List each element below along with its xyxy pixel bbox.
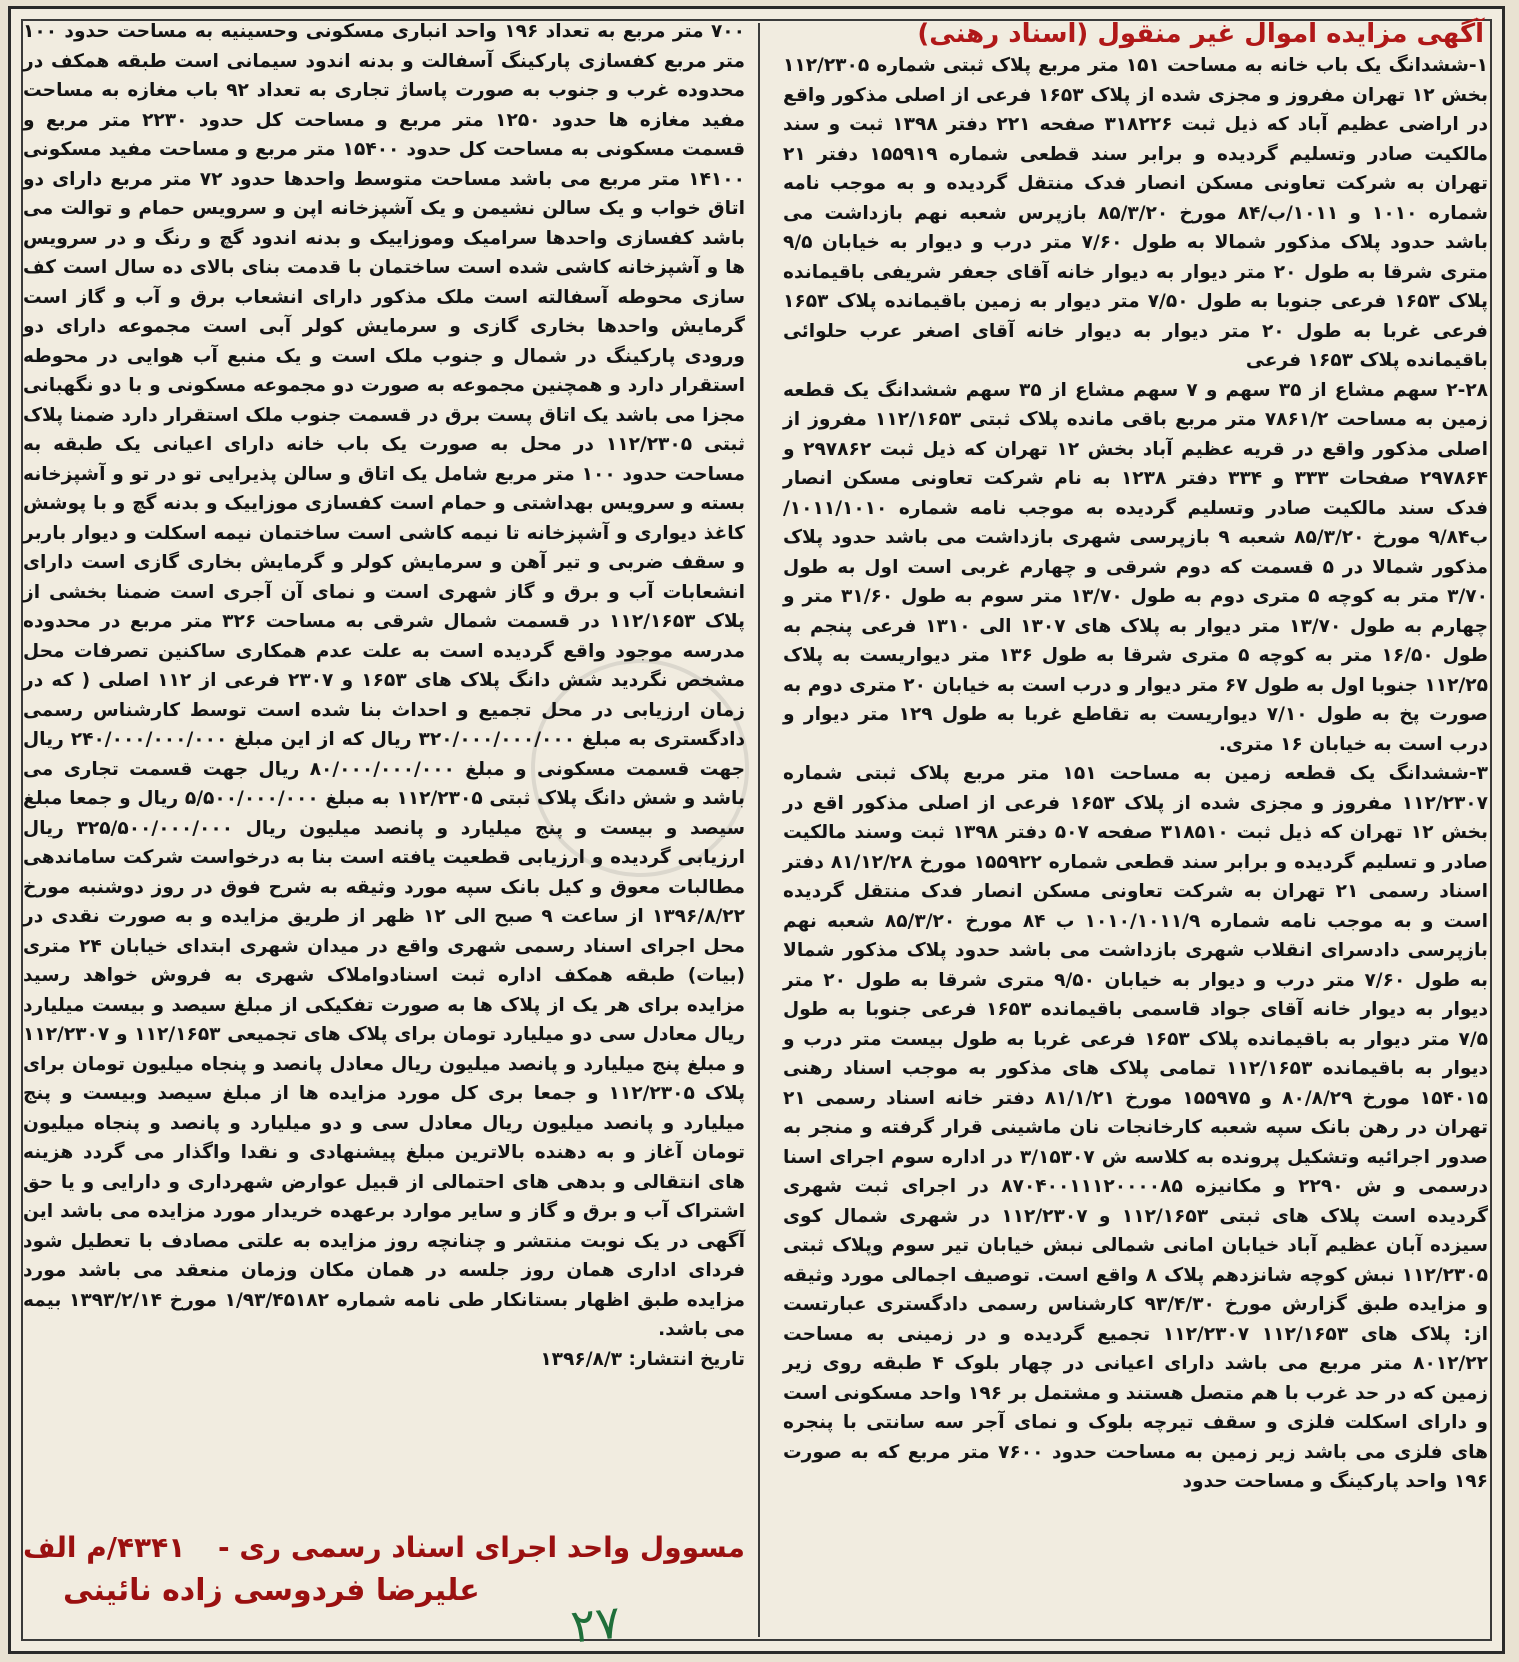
- paragraph-item-2: ۲-۲۸ سهم مشاع از ۳۵ سهم و ۷ سهم مشاع از ۳۵ سهم ششدانگ یک قطعه زمین به مساحت ۷۸۶۱/۲ متر مربع باقی مانده پلاک ثبتی ۱۱۲/۱۶۵۳ مفروز از اصلی مذکور واقع در قریه عظیم آباد بخش ۱۲ تهران که ذیل ثبت ۲۹۷۸۶۲ و ۲۹۷۸۶۴ صفحات ۳۳۳ و ۳۳۴ دفتر ۱۲۳۸ به نام شرکت تعاونی مسکن انصار فدک سند مالکیت صادر وتسلیم گردیده به موجب نامه شماره ۱۰۱۱/۱۰۱۰/ب۹/۸۴ مورخ ۸۵/۳/۲۰ شعبه ۹ بازپرسی شهری بازداشت می باشد حدود پلاک مذکور شمالا در ۵ قسمت که دوم شرقی و چهارم غربی است اول به طول ۳/۷۰ متر به کوچه ۵ متری دوم به طول ۱۳/۷۰ متر سوم به طول ۳۱/۶۰ متر و چهارم به طول ۱۳/۷۰ متر دیوار به پلاک های ۱۳۰۷ الی ۱۳۱۰ فرعی پنجم به طول ۱۶/۵۰ متر به کوچه ۵ متری شرقا به طول ۱۳۶ متر دیواریست به پلاک ۱۱۲/۲۵ جنوبا اول به طول ۶۷ متر دیوار و درب است به خیابان ۲۰ متری دوم به صورت پخ به طول ۷/۱۰ دیواریست به تقاطع غربا به طول ۱۲۹ متر دیوار و درب است به خیابان ۱۶ متری.: [783, 379, 1489, 755]
- right-column: [783, 17, 1488, 1497]
- office-title: مسوول واحد اجرای اسناد رسمی ری -: [218, 1531, 745, 1564]
- newspaper-clipping: [8, 6, 1505, 1654]
- publish-date: تاریخ انتشار: ۱۳۹۶/۸/۳: [540, 1348, 745, 1370]
- paragraph-item-3: ۳-ششدانگ یک قطعه زمین به مساحت ۱۵۱ متر مربع پلاک ثبتی شماره ۱۱۲/۲۳۰۷ مفروز و مجزی شده از پلاک ۱۶۵۳ فرعی از اصلی مذکور اقع در بخش ۱۲ تهران که ذیل ثبت ۳۱۸۵۱۰ صفحه ۵۰۷ دفتر ۱۳۹۸ ثبت وسند مالکیت صادر و تسلیم گردیده و برابر سند قطعی شماره ۱۵۵۹۲۲ مورخ ۸۱/۱۲/۲۸ دفتر اسناد رسمی ۲۱ تهران به شرکت تعاونی مسکن انصار فدک منتقل گردیده است و به موجب نامه شماره ۱۰۱۰/۱۰۱۱/۹ ب ۸۴ مورخ ۸۵/۳/۲۰ شعبه نهم بازپرسی دادسرای انقلاب شهری بازداشت می باشد حدود پلاک مذکور شمالا به طول ۷/۶۰ متر درب و دیوار به خیابان ۹/۵۰ متری شرقا به طول ۲۰ متر دیوار به دیوار خانه آقای جواد قاسمی باقیمانده ۱۶۵۳ فرعی جنوبا به طول ۷/۵ متر دیوار به باقیمانده پلاک ۱۶۵۳ فرعی غربا به طول بیست متر درب و دیوار به باقیمانده ۱۱۲/۱۶۵۳ تمامی پلاک های مذکور به موجب اسناد رهنی ۱۵۴۰۱۵ مورخ ۸۰/۸/۲۹ و ۱۵۵۹۷۵ مورخ ۸۱/۱/۲۱ دفتر خانه اسناد رسمی ۲۱ تهران در رهن بانک سپه شعبه کارخانجات نان ماشینی قرار گرفته و منجر به صدور اجرائیه وتشکیل پرونده به کلاسه ش ۳/۱۵۳۰۷ در اداره سوم اجرای اسنا درسمی و ش ۲۲۹۰ و مکانیزه ۸۷۰۴۰۰۱۱۱۲۰۰۰۰۸۵ در اجرای ثبت شهری گردیده است پلاک های ثبتی ۱۱۲/۱۶۵۳ و ۱۱۲/۲۳۰۷ در شهری شمال کوی سیزده آبان عظیم آباد خیابان امانی شمالی نبش خیابان تیر سوم وپلاک ثبتی ۱۱۲/۲۳۰۵ نبش کوچه شانزدهم پلاک ۸ واقع است. توصیف اجمالی مورد وثیقه و مزایده طبق گزارش مورخ ۹۳/۴/۳۰ کارشناس رسمی دادگستری عبارتست از: پلاک های ۱۱۲/۱۶۵۳ ۱۱۲/۲۳۰۷ تجمیع گردیده و در زمینی به مساحت ۸۰۱۲/۲۲ متر مربع می باشد دارای اعیانی در چهار بلوک ۴ طبقه روی زیر زمین که در حد غرب با هم متصل هستند و مشتمل بر ۱۹۶ واحد مسکونی است و دارای اسکلت فلزی و سقف تیرچه بلوک و نمای آجر سه سانتی با پنجره های فلزی می باشد زیر زمین به مساحت حدود ۷۶۰۰ متر مربع که به صورت ۱۹۶ واحد پارکینگ و مساحت حدود: [783, 763, 1489, 1492]
- handwritten-mark: ۲۷: [568, 1594, 624, 1654]
- footer-signature: [23, 1527, 745, 1613]
- notice-title: آگهی مزایده اموال غیر منقول (اسناد رهنی): [917, 19, 1484, 49]
- notice-code: ۴۳۴۱/م الف: [23, 1531, 186, 1564]
- left-column: [23, 17, 745, 1374]
- paragraph-item-1: ۱-ششدانگ یک باب خانه به مساحت ۱۵۱ متر مربع پلاک ثبتی شماره ۱۱۲/۲۳۰۵ بخش ۱۲ تهران مفروز و مجزی شده از پلاک ۱۶۵۳ فرعی از اصلی مذکور واقع در اراضی عظیم آباد که ذیل ثبت ۳۱۸۲۲۶ صفحه ۲۲۱ دفتر ۱۳۹۸ ثبت و سند مالکیت صادر وتسلیم گردیده و برابر سند قطعی شماره ۱۵۵۹۱۹ دفتر ۲۱ تهران به شرکت تعاونی مسکن انصار فدک منتقل گردیده و به موجب نامه شماره ۱۰۱۰ و ۱۰۱۱/ب/۸۴ مورخ ۸۵/۳/۲۰ بازپرس شعبه نهم بازداشت می باشد حدود پلاک مذکور شمالا به طول ۷/۶۰ متر درب و دیوار به خیابان ۹/۵ متری شرقا به طول ۲۰ متر دیوار به دیوار خانه آقای جعفر شریفی باقیمانده پلاک ۱۶۵۳ فرعی جنوبا به طول ۷/۵۰ متر دیوار به زمین باقیمانده پلاک ۱۶۵۳ فرعی غربا به طول ۲۰ متر دیوار به دیوار خانه آقای اصغر عرب حلوائی باقیمانده پلاک ۱۶۵۳ فرعی: [783, 55, 1489, 371]
- signer-name: علیرضا فردوسی زاده نائینی: [63, 1573, 480, 1608]
- paragraph-continuation: ۷۰۰ متر مربع به تعداد ۱۹۶ واحد انباری مسکونی وحسینیه به مساحت حدود ۱۰۰ متر مربع کفسازی پارکینگ آسفالت و بدنه اندود سیمانی است طبقه همکف در محدوده غرب و جنوب به صورت پاساژ تجاری به تعداد ۹۲ باب مغازه به مساحت مفید مغازه ها حدود ۱۲۵۰ متر مربع و مساحت کل حدود ۲۲۳۰ متر مربع و قسمت مسکونی به مساحت کل حدود ۱۵۴۰۰ متر مربع و مساحت مفید مسکونی ۱۴۱۰۰ متر مربع می باشد مساحت متوسط واحدها حدود ۷۲ متر مربع دارای دو اتاق خواب و یک سالن نشیمن و یک آشپزخانه اپن و سرویس حمام و توالت می باشد کفسازی واحدها سرامیک وموزاییک و بدنه اندود گچ و رنگ و در سرویس ها و آشپزخانه کاشی شده است ساختمان با قدمت بنای بالای ده سال است کف سازی محوطه آسفالته است ملک مذکور دارای انشعاب برق و آب و گاز است گرمایش واحدها بخاری گازی و سرمایش کولر آبی است مجموعه دارای دو ورودی پارکینگ در شمال و جنوب ملک است و یک منبع آب هوایی در محوطه استقرار دارد و همچنین مجموعه به صورت دو مجموعه مسکونی و با دو نگهبانی مجزا می باشد یک اتاق پست برق در قسمت جنوب ملک استقرار دارد ضمنا پلاک ثبتی ۱۱۲/۲۳۰۵ در محل به صورت یک باب خانه دارای اعیانی یک طبقه به مساحت حدود ۱۰۰ متر مربع شامل یک اتاق و سالن پذیرایی تو در تو و آشپزخانه بسته و سرویس بهداشتی و حمام است کفسازی موزاییک و بدنه گچ و با پوشش کاغذ دیواری و آشپزخانه تا نیمه کاشی است ساختمان نیمه اسکلت و دیوار باربر و سقف ضربی و تیر آهن و سرمایش کولر و گرمایش بخاری گازی است دارای انشعابات آب و برق و گاز شهری است و نمای آن آجری است ضمنا بخشی از پلاک ۱۱۲/۱۶۵۳ در قسمت شمال شرقی به مساحت ۳۲۶ متر مربع در محدوده مدرسه موجود واقع گردیده است به علت عدم همکاری ساکنین تصرفات محل مشخص نگردید شش دانگ پلاک های ۱۶۵۳ و ۲۳۰۷ فرعی از ۱۱۲ اصلی ( که در زمان ارزیابی در محل تجمیع و احداث بنا شده است توسط کارشناس رسمی دادگستری به مبلغ ۳۲۰/۰۰۰/۰۰۰/۰۰۰ ریال که از این مبلغ ۲۴۰/۰۰۰/۰۰۰/۰۰۰ ریال جهت قسمت مسکونی و مبلغ ۸۰/۰۰۰/۰۰۰/۰۰۰ ریال جهت قسمت تجاری می باشد و شش دانگ پلاک ثبتی ۱۱۲/۲۳۰۵ به مبلغ ۵/۵۰۰/۰۰۰/۰۰۰ ریال و جمعا مبلغ سیصد و بیست و پنج میلیارد و پانصد میلیون ریال ۳۲۵/۵۰۰/۰۰۰/۰۰۰ ریال ارزیابی گردیده و ارزیابی قطعیت یافته است بنا به درخواست شرکت ساماندهی مطالبات معوق و کیل بانک سپه مورد وثیقه به شرح فوق در روز دوشنبه مورخ ۱۳۹۶/۸/۲۲ از ساعت ۹ صبح الی ۱۲ ظهر از طریق مزایده و به صورت نقدی در محل اجرای اسناد رسمی شهری واقع در میدان شهری ابتدای خیابان ۲۴ متری (بیات) طبقه همکف اداره ثبت اسنادواملاک شهری به فروش خواهد رسید مزایده برای هر یک از پلاک ها به صورت تفکیکی از مبلغ سیصد و بیست میلیارد ریال معادل سی دو میلیارد تومان برای پلاک های تجمیعی ۱۱۲/۱۶۵۳ و ۱۱۲/۲۳۰۷ و مبلغ پنج میلیارد و پانصد میلیون ریال معادل پانصد و پنجاه میلیون تومان برای پلاک ۱۱۲/۲۳۰۵ و جمعا بری کل مورد مزایده ها از مبلغ سیصد وبیست و پنج میلیارد و پانصد میلیون ریال معادل سی و دو میلیارد و پانصد و پنجاه میلیون تومان آغاز و به دهنده بالاترین مبلغ پیشنهادی و نقدا واگذار می گردد هزینه های انتقالی و بدهی های احتمالی از قبیل عوارض شهرداری و دارایی و یا حق اشتراک آب و برق و گاز و سایر موارد برعهده خریدار مورد مزایده می باشد این آگهی در یک نوبت منتشر و چنانچه روز مزایده به علتی مصادف با تعطیل شود فردای اداری همان روز جلسه در همان مکان وزمان منعقد می باشد مورد مزایده طبق اظهار بستانکار طی نامه شماره ۱/۹۳/۴۵۱۸۲ مورخ ۱۳۹۳/۲/۱۴ بیمه می باشد.: [23, 21, 746, 1340]
- column-divider: [758, 23, 760, 1637]
